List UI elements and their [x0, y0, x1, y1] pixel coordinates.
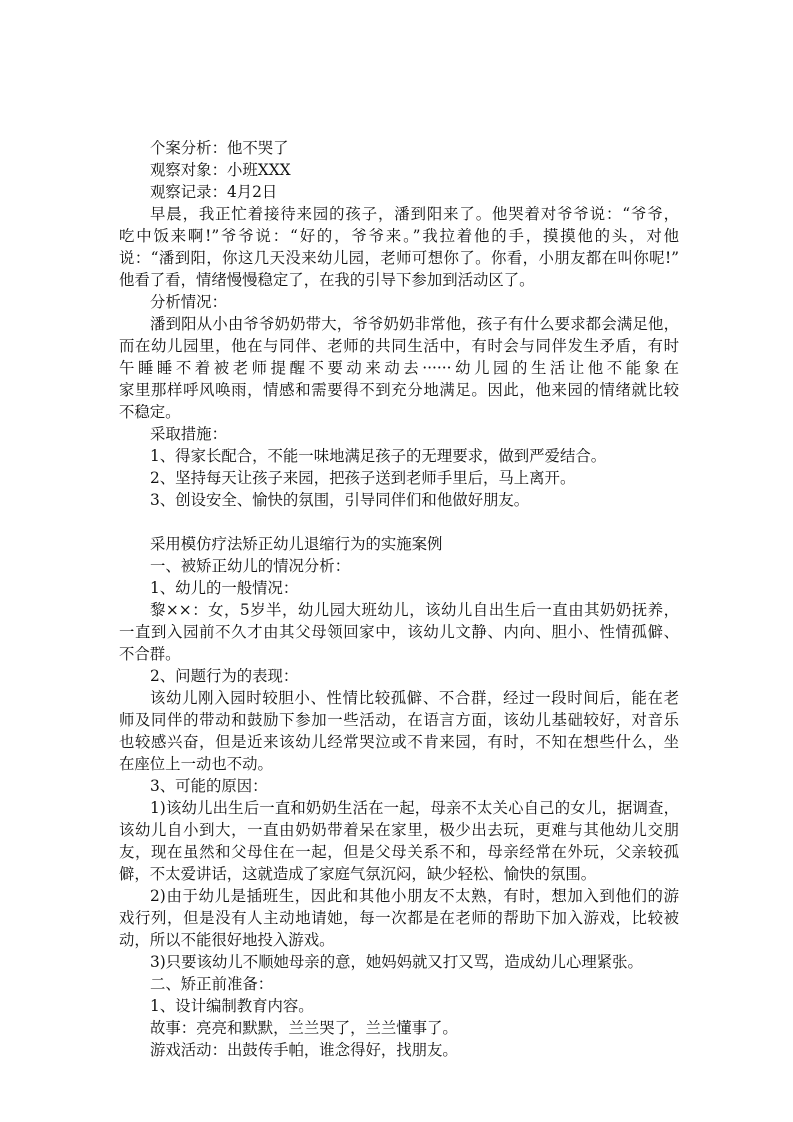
paragraph-line: 吃中饭来啊!”爷爷说：“好的，爷爷来。”我拉着他的手，摸摸他的头，对他	[119, 227, 679, 245]
measure-item: 1、得家长配合，不能一味地满足孩子的无理要求，做到严爱结合。	[150, 447, 607, 465]
case-title: 采用模仿疗法矫正幼儿退缩行为的实施案例	[150, 535, 443, 553]
measures-heading: 采取措施：	[150, 425, 227, 443]
paragraph-line: 一直到入园前不久才由其父母领回家中，该幼儿文静、内向、胆小、性情孤僻、	[119, 623, 679, 641]
paragraph-line: 该幼儿刚入园时较胆小、性情比较孤僻、不合群，经过一段时间后，能在老	[150, 689, 679, 707]
paragraph-line: 僻，不太爱讲话，这就造成了家庭气氛沉闷，缺少轻松、愉快的氛围。	[119, 865, 597, 883]
sub-heading: 1、幼儿的一般情况：	[150, 579, 299, 597]
paragraph-line: 他看了看，情绪慢慢稳定了，在我的引导下参加到活动区了。	[119, 271, 535, 289]
paragraph-line: 在座位上一动也不动。	[119, 755, 273, 773]
paragraph-line: 早晨，我正忙着接待来园的孩子，潘到阳来了。他哭着对爷爷说：“爷爷，	[150, 205, 679, 223]
paragraph-line: 2)由于幼儿是插班生，因此和其他小朋友不太熟，有时，想加入到他们的游	[150, 887, 679, 905]
paragraph-line: 1)该幼儿出生后一直和奶奶生活在一起，母亲不太关心自己的女儿，据调查，	[150, 799, 679, 817]
paragraph-line: 不合群。	[119, 645, 181, 663]
case-heading: 个案分析：他不哭了	[150, 139, 289, 157]
paragraph-line: 黎××：女，5岁半，幼儿园大班幼儿，该幼儿自出生后一直由其奶奶抚养，	[150, 601, 679, 619]
sub-heading: 3、可能的原因：	[150, 777, 268, 795]
sub-heading: 2、问题行为的表现：	[150, 667, 299, 685]
paragraph-line: 游戏活动：出鼓传手帕，谁念得好，找朋友。	[150, 1041, 458, 1059]
paragraph-line: 3)只要该幼儿不顺她母亲的意，她妈妈就又打又骂，造成幼儿心理紧张。	[150, 953, 643, 971]
paragraph-line: 家里那样呼风唤雨，情感和需要得不到充分地满足。因此，他来园的情绪就比较	[119, 381, 679, 399]
paragraph-line: 不稳定。	[119, 403, 181, 421]
observation-record: 观察记录：4月2日	[150, 183, 278, 201]
analysis-heading: 分析情况：	[150, 293, 227, 311]
paragraph-line: 故事：亮亮和默默，兰兰哭了，兰兰懂事了。	[150, 1019, 458, 1037]
paragraph-line: 而在幼儿园里，他在与同伴、老师的共同生活中，有时会与同伴发生矛盾，有时	[119, 337, 679, 355]
paragraph-line: 友，现在虽然和父母住在一起，但是父母关系不和，母亲经常在外玩，父亲较孤	[119, 843, 679, 861]
paragraph-line: 动，所以不能很好地投入游戏。	[119, 931, 335, 949]
paragraph-line: 潘到阳从小由爷爷奶奶带大，爷爷奶奶非常他，孩子有什么要求都会满足他，	[150, 315, 679, 333]
paragraph-line: 该幼儿自小到大，一直由奶奶带着呆在家里，极少出去玩，更难与其他幼儿交朋	[119, 821, 679, 839]
paragraph-line: 师及同伴的带动和鼓励下参加一些活动，在语言方面，该幼儿基础较好，对音乐	[119, 711, 679, 729]
sub-heading: 1、设计编制教育内容。	[150, 997, 314, 1015]
part-heading: 二、矫正前准备：	[150, 975, 274, 993]
paragraph-line: 午睡睡不着被老师提醒不要动来动去······幼儿园的生活让他不能象在	[119, 359, 679, 377]
paragraph-line: 说：“潘到阳，你这几天没来幼儿园，老师可想你了。你看，小朋友都在叫你呢!”	[119, 249, 679, 267]
part-heading: 一、被矫正幼儿的情况分析：	[150, 557, 351, 575]
measure-item: 3、创设安全、愉快的氛围，引导同伴们和他做好朋友。	[150, 491, 530, 509]
measure-item: 2、坚持每天让孩子来园，把孩子送到老师手里后，马上离开。	[150, 469, 576, 487]
paragraph-line: 也较感兴奋，但是近来该幼儿经常哭泣或不肯来园，有时，不知在想些什么，坐	[119, 733, 679, 751]
paragraph-line: 戏行列，但是没有人主动地请她，每一次都是在老师的帮助下加入游戏，比较被	[119, 909, 679, 927]
observation-subject: 观察对象：小班XXX	[150, 161, 291, 179]
